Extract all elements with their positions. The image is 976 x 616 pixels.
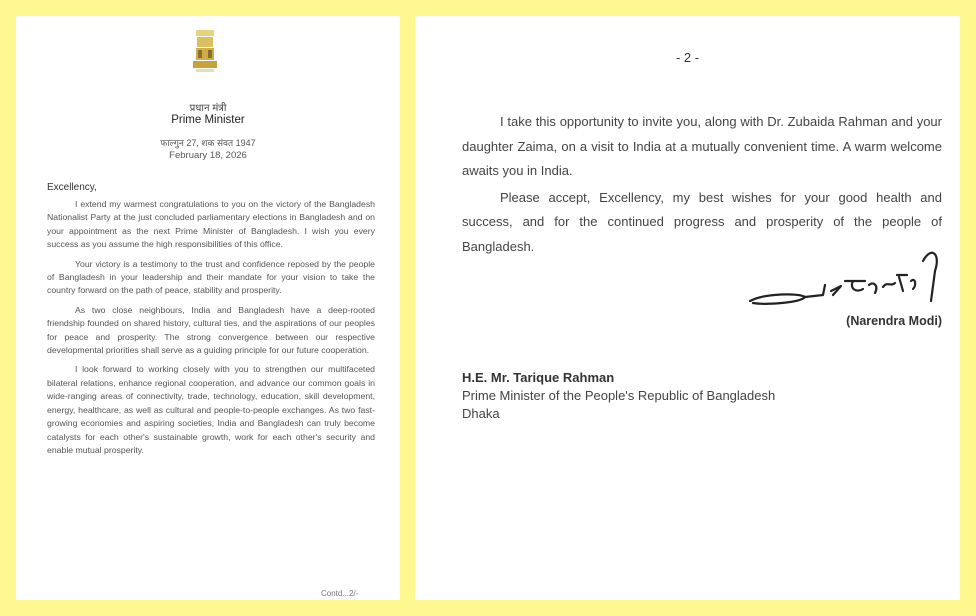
date-hindi: फाल्गुन 27, शक संवत 1947 [160, 138, 256, 148]
continued-note: Contd...2/- [321, 589, 359, 598]
addressee-city: Dhaka [462, 406, 500, 421]
page-number: - 2 - [675, 50, 700, 65]
paragraph: I extend my warmest congratulations to you on the victory of the Bangladesh Nationalist Party at the just concluded parliamentary elections in Bangladesh and on your appointment as the next Prime Minister of Bangladesh. I wish you every success as you assume the high responsibilities of this office. [47, 199, 375, 250]
paragraph: Please accept, Excellency, my best wishes for your good health and success, and for the continued progress and prosperity of the people of Bangladesh. [462, 189, 942, 254]
salutation: Excellency, [47, 182, 97, 193]
addressee-block [462, 369, 775, 423]
letter-body-page-1 [47, 198, 375, 463]
signatory-name: (Narendra Modi) [846, 314, 942, 328]
letter-page-2 [415, 16, 960, 600]
paragraph: I look forward to working closely with you to strengthen our multifaceted bilateral relations, enhance regional cooperation, and advance our common goals in wide-ranging areas of connectivity, trade, technology, education, skill development, energy, healthcare, as well as cultural and people-to-people exchanges. As two fast-growing economies and aspiring societies, India and Bangladesh can truly become catalysts for each other's sustainable growth, work for each other's security and enable mutual prosperity. [47, 364, 375, 455]
paragraph: Your victory is a testimony to the trust and confidence reposed by the people of Bangladesh in your leadership and their mandate for your vision to take the country forward on the path of peace, stability and prosperity. [47, 258, 375, 296]
letter-body-page-2 [462, 110, 942, 261]
letter-page-1 [16, 16, 400, 600]
national-emblem-icon [190, 28, 220, 76]
letter-date: February 18, 2026 [169, 150, 247, 161]
paragraph: As two close neighbours, India and Bangladesh have a deep-rooted friendship founded on shared history, cultural ties, and the aspirations of our peoples for peace and prosperity. The strong convergence between our respective developmental priorities shall serve as a guiding principle for our future cooperation. [47, 304, 375, 356]
office-title: Prime Minister [171, 114, 245, 126]
addressee-title: Prime Minister of the People's Republic of Bangladesh [462, 388, 776, 403]
handwritten-signature-icon [745, 241, 945, 316]
office-title-hindi: प्रधान मंत्री [189, 103, 227, 114]
addressee-name: H.E. Mr. Tarique Rahman [462, 370, 615, 385]
paragraph: I take this opportunity to invite you, along with Dr. Zubaida Rahman and your daughter Zaima, on a visit to India at a mutually convenient time. A warm welcome awaits you in India. [462, 114, 942, 178]
